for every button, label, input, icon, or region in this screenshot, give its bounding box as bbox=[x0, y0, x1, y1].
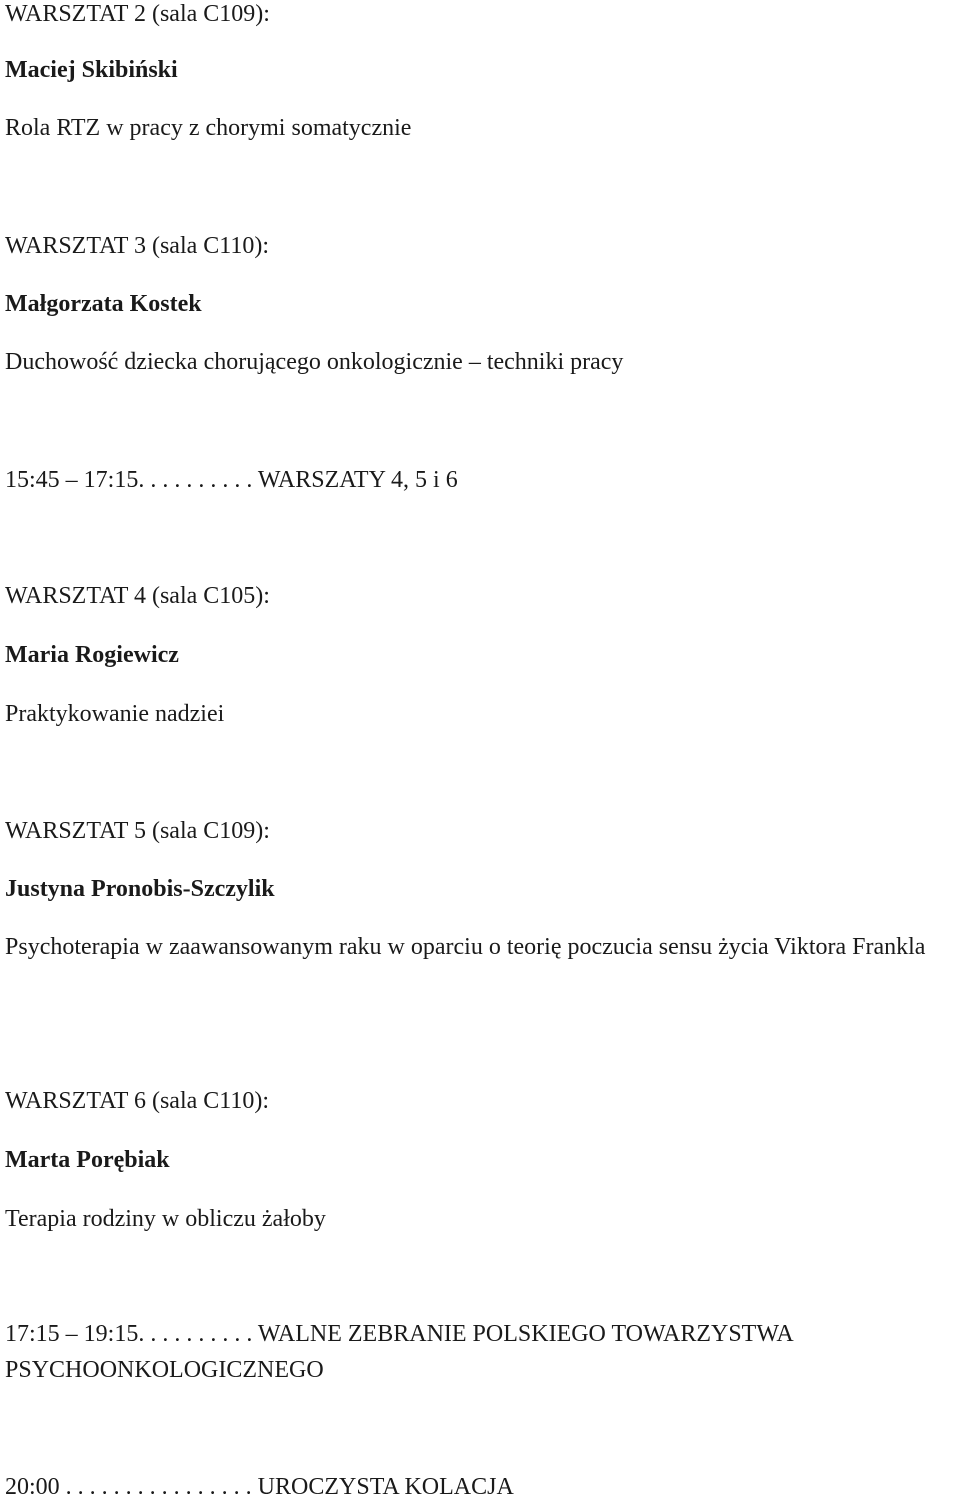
workshop-6-header: WARSZTAT 6 (sala C110): bbox=[5, 1088, 270, 1114]
workshop-5-speaker: Justyna Pronobis-Szczylik bbox=[5, 876, 275, 902]
workshop-4-topic: Praktykowanie nadziei bbox=[5, 701, 225, 727]
session-3-line bbox=[5, 1473, 960, 1501]
workshop-2-header: WARSZTAT 2 (sala C109): bbox=[5, 1, 270, 27]
session-3-time: 20:00 bbox=[5, 1474, 60, 1500]
session-2-dots: . . . . . . . . . . bbox=[138, 1321, 253, 1347]
session-1-line bbox=[5, 466, 960, 494]
workshop-6-speaker: Marta Porębiak bbox=[5, 1147, 170, 1173]
session-2-time: 17:15 – 19:15 bbox=[5, 1321, 139, 1347]
workshop-4-header: WARSZTAT 4 (sala C105): bbox=[5, 583, 270, 609]
session-2-title: WALNE ZEBRANIE POLSKIEGO TOWARZYSTWA PSYCHOONKOLOGICZNEGO bbox=[5, 1321, 793, 1383]
session-1-dots: . . . . . . . . . . bbox=[138, 467, 253, 493]
workshop-3-header: WARSZTAT 3 (sala C110): bbox=[5, 233, 270, 259]
workshop-3-speaker: Małgorzata Kostek bbox=[5, 291, 202, 317]
workshop-5-topic: Psychoterapia w zaawansowanym raku w oparciu o teorię poczucia sensu życia Viktora Frankla bbox=[5, 934, 926, 960]
workshop-2-topic: Rola RTZ w pracy z chorymi somatycznie bbox=[5, 115, 412, 141]
workshop-3-topic: Duchowość dziecka chorującego onkologicznie – techniki pracy bbox=[5, 349, 624, 375]
workshop-4-speaker: Maria Rogiewicz bbox=[5, 642, 179, 668]
session-2-line bbox=[5, 1316, 935, 1388]
workshop-6-topic: Terapia rodziny w obliczu żałoby bbox=[5, 1206, 326, 1232]
session-1-time: 15:45 – 17:15 bbox=[5, 467, 139, 493]
session-1-title: WARSZATY 4, 5 i 6 bbox=[257, 467, 458, 493]
workshop-5-header: WARSZTAT 5 (sala C109): bbox=[5, 818, 270, 844]
session-3-dots: . . . . . . . . . . . . . . . . bbox=[65, 1474, 252, 1500]
workshop-2-speaker: Maciej Skibiński bbox=[5, 57, 178, 83]
session-3-title: UROCZYSTA KOLACJA bbox=[257, 1474, 514, 1500]
